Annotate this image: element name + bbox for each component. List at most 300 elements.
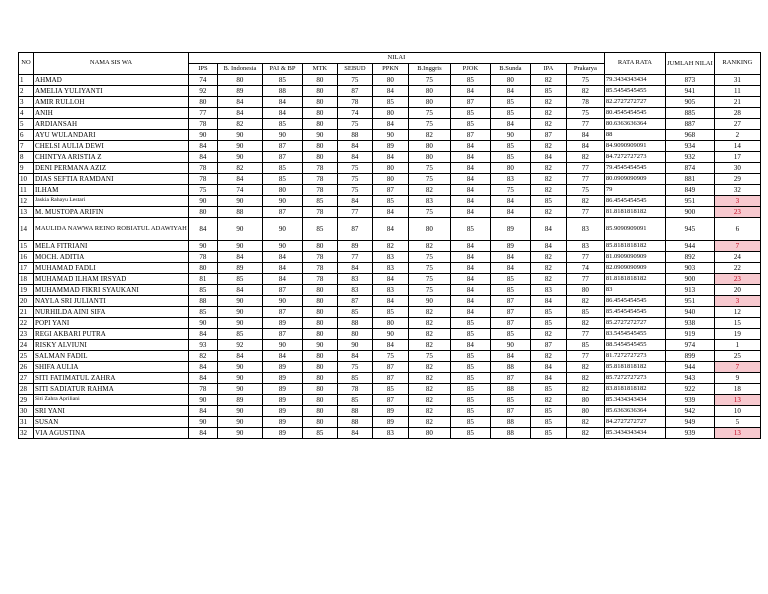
student-name: SITI SADIATUR RAHMA <box>34 384 189 395</box>
score-cell: 90 <box>262 340 302 351</box>
score-cell: 90 <box>217 152 262 163</box>
total-cell: 905 <box>665 97 714 108</box>
student-name: AHMAD <box>34 75 189 86</box>
student-name: Jaskia Rahayu Lestari <box>34 196 189 207</box>
row-number: 17 <box>19 263 34 274</box>
score-cell: 83 <box>372 285 408 296</box>
score-cell: 87 <box>262 207 302 218</box>
score-cell: 85 <box>530 86 566 97</box>
header-subject-b-sunda: B.Sunda <box>490 64 530 75</box>
score-cell: 85 <box>188 285 217 296</box>
score-cell: 84 <box>450 285 490 296</box>
total-cell: 951 <box>665 196 714 207</box>
score-cell: 87 <box>490 307 530 318</box>
header-no: NO <box>19 53 34 75</box>
score-cell: 84 <box>217 252 262 263</box>
score-cell: 90 <box>188 196 217 207</box>
ranking-cell: 22 <box>714 263 760 274</box>
score-cell: 82 <box>530 174 566 185</box>
score-cell: 82 <box>530 108 566 119</box>
score-cell: 90 <box>262 218 302 241</box>
score-cell: 84 <box>490 351 530 362</box>
table-row <box>19 75 761 86</box>
ranking-cell: 23 <box>714 207 760 218</box>
score-cell: 85 <box>372 384 408 395</box>
table-row <box>19 362 761 373</box>
score-cell: 87 <box>372 373 408 384</box>
ranking-cell: 10 <box>714 406 760 417</box>
score-cell: 88 <box>490 428 530 439</box>
average-cell: 80.6363636364 <box>604 119 665 130</box>
score-cell: 84 <box>372 119 408 130</box>
score-cell: 90 <box>302 340 337 351</box>
score-cell: 75 <box>408 285 450 296</box>
score-cell: 85 <box>490 152 530 163</box>
ranking-cell: 7 <box>714 241 760 252</box>
score-cell: 80 <box>302 417 337 428</box>
score-cell: 82 <box>372 241 408 252</box>
score-cell: 85 <box>450 395 490 406</box>
score-cell: 82 <box>408 329 450 340</box>
score-cell: 84 <box>450 274 490 285</box>
average-cell: 81.8181818182 <box>604 274 665 285</box>
score-cell: 84 <box>566 141 604 152</box>
ranking-cell: 23 <box>714 274 760 285</box>
average-cell: 85.6363636364 <box>604 406 665 417</box>
score-cell: 75 <box>408 351 450 362</box>
score-cell: 75 <box>490 185 530 196</box>
score-cell: 80 <box>337 329 372 340</box>
average-cell: 86.4545454545 <box>604 296 665 307</box>
score-cell: 82 <box>217 119 262 130</box>
score-cell: 82 <box>408 241 450 252</box>
row-number: 30 <box>19 406 34 417</box>
ranking-cell: 14 <box>714 141 760 152</box>
score-cell: 78 <box>302 207 337 218</box>
score-cell: 82 <box>566 86 604 97</box>
score-cell: 82 <box>408 318 450 329</box>
score-cell: 80 <box>408 86 450 97</box>
ranking-cell: 1 <box>714 340 760 351</box>
score-cell: 82 <box>408 406 450 417</box>
score-cell: 85 <box>450 384 490 395</box>
average-cell: 85.3434343434 <box>604 395 665 406</box>
row-number: 20 <box>19 296 34 307</box>
score-cell: 75 <box>337 362 372 373</box>
header-nilai: NILAI <box>188 53 604 64</box>
row-number: 24 <box>19 340 34 351</box>
score-cell: 84 <box>450 296 490 307</box>
score-cell: 89 <box>217 86 262 97</box>
score-cell: 90 <box>188 130 217 141</box>
score-cell: 90 <box>217 417 262 428</box>
score-cell: 85 <box>450 417 490 428</box>
score-cell: 84 <box>337 141 372 152</box>
score-cell: 80 <box>372 163 408 174</box>
score-cell: 88 <box>337 406 372 417</box>
score-cell: 85 <box>530 428 566 439</box>
ranking-cell: 13 <box>714 395 760 406</box>
total-cell: 949 <box>665 417 714 428</box>
total-cell: 942 <box>665 406 714 417</box>
score-cell: 82 <box>566 196 604 207</box>
table-header <box>19 53 761 75</box>
average-cell: 81.7272727273 <box>604 351 665 362</box>
total-cell: 944 <box>665 241 714 252</box>
total-cell: 939 <box>665 428 714 439</box>
score-cell: 82 <box>408 373 450 384</box>
total-cell: 913 <box>665 285 714 296</box>
score-cell: 85 <box>337 307 372 318</box>
score-cell: 82 <box>530 141 566 152</box>
score-cell: 84 <box>262 351 302 362</box>
header-subject-ipa: IPA <box>530 64 566 75</box>
score-cell: 89 <box>262 384 302 395</box>
header-subject-sebud: SEBUD <box>337 64 372 75</box>
score-cell: 75 <box>408 163 450 174</box>
score-cell: 75 <box>566 108 604 119</box>
score-cell: 85 <box>302 428 337 439</box>
score-cell: 87 <box>337 218 372 241</box>
score-cell: 85 <box>262 174 302 185</box>
ranking-cell: 25 <box>714 351 760 362</box>
header-subject-ips: IPS <box>188 64 217 75</box>
score-cell: 78 <box>566 97 604 108</box>
header-subject-b-inggris: B.Inggris <box>408 64 450 75</box>
table-row <box>19 395 761 406</box>
score-cell: 80 <box>372 75 408 86</box>
score-cell: 80 <box>302 318 337 329</box>
score-cell: 84 <box>450 152 490 163</box>
score-cell: 88 <box>217 207 262 218</box>
score-cell: 77 <box>337 252 372 263</box>
row-number: 18 <box>19 274 34 285</box>
score-cell: 82 <box>566 296 604 307</box>
average-cell: 86.4545454545 <box>604 196 665 207</box>
score-cell: 80 <box>302 384 337 395</box>
average-cell: 85.9090909091 <box>604 218 665 241</box>
score-cell: 80 <box>302 307 337 318</box>
total-cell: 892 <box>665 252 714 263</box>
table-row <box>19 274 761 285</box>
score-cell: 75 <box>408 274 450 285</box>
score-cell: 89 <box>262 362 302 373</box>
score-cell: 75 <box>372 351 408 362</box>
average-cell: 82.2727272727 <box>604 97 665 108</box>
score-cell: 85 <box>450 119 490 130</box>
score-cell: 90 <box>188 417 217 428</box>
score-cell: 78 <box>188 119 217 130</box>
table-row <box>19 296 761 307</box>
score-cell: 80 <box>372 318 408 329</box>
score-cell: 83 <box>337 285 372 296</box>
score-cell: 84 <box>337 196 372 207</box>
student-name: SITI FATIMATUL ZAHRA <box>34 373 189 384</box>
score-cell: 89 <box>337 241 372 252</box>
header-subject-ppkn: PPKN <box>372 64 408 75</box>
score-cell: 84 <box>188 362 217 373</box>
score-cell: 75 <box>337 174 372 185</box>
score-cell: 82 <box>408 417 450 428</box>
score-cell: 85 <box>490 97 530 108</box>
score-cell: 82 <box>530 329 566 340</box>
table-row <box>19 141 761 152</box>
total-cell: 932 <box>665 152 714 163</box>
score-cell: 80 <box>372 108 408 119</box>
table-row <box>19 196 761 207</box>
score-cell: 85 <box>450 75 490 86</box>
score-cell: 84 <box>262 263 302 274</box>
score-cell: 84 <box>217 285 262 296</box>
score-cell: 84 <box>490 263 530 274</box>
score-cell: 85 <box>302 218 337 241</box>
row-number: 6 <box>19 130 34 141</box>
score-cell: 85 <box>490 395 530 406</box>
score-cell: 80 <box>302 241 337 252</box>
score-cell: 84 <box>530 362 566 373</box>
score-cell: 75 <box>566 75 604 86</box>
score-cell: 89 <box>262 406 302 417</box>
score-cell: 87 <box>262 307 302 318</box>
student-name: MUHAMMAD FIKRI SYAUKANI <box>34 285 189 296</box>
student-name: AMELIA YULIYANTI <box>34 86 189 97</box>
average-cell: 85.8181818182 <box>604 241 665 252</box>
score-cell: 84 <box>262 274 302 285</box>
score-cell: 88 <box>188 296 217 307</box>
score-cell: 89 <box>262 428 302 439</box>
score-cell: 77 <box>566 351 604 362</box>
score-cell: 85 <box>188 307 217 318</box>
table-row <box>19 152 761 163</box>
score-cell: 84 <box>188 152 217 163</box>
table-row <box>19 351 761 362</box>
score-cell: 90 <box>188 395 217 406</box>
score-cell: 88 <box>337 130 372 141</box>
score-cell: 84 <box>530 296 566 307</box>
score-cell: 87 <box>337 296 372 307</box>
student-name: ANIH <box>34 108 189 119</box>
average-cell: 82.0909090909 <box>604 263 665 274</box>
score-cell: 85 <box>262 75 302 86</box>
student-name: NAYLA SRI JULIANTI <box>34 296 189 307</box>
score-cell: 82 <box>530 263 566 274</box>
score-cell: 87 <box>262 329 302 340</box>
score-cell: 82 <box>566 152 604 163</box>
average-cell: 83.5454545455 <box>604 329 665 340</box>
average-cell: 81.8181818182 <box>604 207 665 218</box>
ranking-cell: 12 <box>714 307 760 318</box>
score-cell: 82 <box>188 351 217 362</box>
row-number: 8 <box>19 152 34 163</box>
score-cell: 85 <box>372 307 408 318</box>
score-cell: 80 <box>188 97 217 108</box>
total-cell: 945 <box>665 218 714 241</box>
score-cell: 84 <box>372 274 408 285</box>
row-number: 22 <box>19 318 34 329</box>
score-cell: 82 <box>217 163 262 174</box>
score-cell: 80 <box>408 218 450 241</box>
ranking-cell: 20 <box>714 285 760 296</box>
student-name: DENI PERMANA AZIZ <box>34 163 189 174</box>
table-row <box>19 252 761 263</box>
score-cell: 87 <box>372 395 408 406</box>
score-cell: 80 <box>408 428 450 439</box>
student-name: MELA FITRIANI <box>34 241 189 252</box>
score-cell: 74 <box>188 75 217 86</box>
score-cell: 90 <box>408 296 450 307</box>
score-cell: 78 <box>337 384 372 395</box>
ranking-cell: 6 <box>714 218 760 241</box>
student-name: SALMAN FADIL <box>34 351 189 362</box>
score-cell: 84 <box>490 252 530 263</box>
row-number: 7 <box>19 141 34 152</box>
score-cell: 84 <box>450 307 490 318</box>
average-cell: 84.9090909091 <box>604 141 665 152</box>
score-cell: 82 <box>566 362 604 373</box>
score-cell: 84 <box>337 152 372 163</box>
total-cell: 940 <box>665 307 714 318</box>
total-cell: 873 <box>665 75 714 86</box>
score-cell: 90 <box>217 296 262 307</box>
table-row <box>19 373 761 384</box>
score-cell: 90 <box>262 196 302 207</box>
header-subject-prakarya: Prakarya <box>566 64 604 75</box>
score-cell: 84 <box>337 428 372 439</box>
score-cell: 85 <box>490 141 530 152</box>
score-cell: 87 <box>490 406 530 417</box>
score-cell: 84 <box>217 351 262 362</box>
score-cell: 80 <box>262 185 302 196</box>
score-cell: 82 <box>530 97 566 108</box>
score-cell: 80 <box>302 362 337 373</box>
score-cell: 84 <box>530 373 566 384</box>
table-row <box>19 207 761 218</box>
row-number: 32 <box>19 428 34 439</box>
score-cell: 92 <box>217 340 262 351</box>
score-cell: 85 <box>530 318 566 329</box>
score-cell: 90 <box>337 340 372 351</box>
score-cell: 90 <box>490 340 530 351</box>
table-row <box>19 218 761 241</box>
score-cell: 88 <box>337 417 372 428</box>
score-cell: 82 <box>408 362 450 373</box>
table-row <box>19 384 761 395</box>
score-cell: 77 <box>566 119 604 130</box>
average-cell: 85.4545454545 <box>604 307 665 318</box>
row-number: 26 <box>19 362 34 373</box>
row-number: 16 <box>19 252 34 263</box>
total-cell: 968 <box>665 130 714 141</box>
score-cell: 84 <box>188 218 217 241</box>
score-cell: 90 <box>217 218 262 241</box>
average-cell: 85.7272727273 <box>604 373 665 384</box>
score-cell: 90 <box>217 428 262 439</box>
score-cell: 85 <box>337 395 372 406</box>
total-cell: 849 <box>665 185 714 196</box>
score-cell: 85 <box>450 373 490 384</box>
score-cell: 85 <box>490 274 530 285</box>
row-number: 31 <box>19 417 34 428</box>
ranking-cell: 19 <box>714 329 760 340</box>
score-cell: 75 <box>337 163 372 174</box>
student-name: MOCH. ADITIA <box>34 252 189 263</box>
student-name: SRI YANI <box>34 406 189 417</box>
average-cell: 81.0909090909 <box>604 252 665 263</box>
score-cell: 84 <box>450 207 490 218</box>
average-cell: 85.5454545455 <box>604 86 665 97</box>
score-cell: 87 <box>262 141 302 152</box>
student-name: ARDIANSAH <box>34 119 189 130</box>
score-cell: 80 <box>566 285 604 296</box>
total-cell: 874 <box>665 163 714 174</box>
score-cell: 83 <box>372 263 408 274</box>
score-cell: 89 <box>372 141 408 152</box>
score-cell: 84 <box>188 329 217 340</box>
score-cell: 78 <box>302 274 337 285</box>
total-cell: 885 <box>665 108 714 119</box>
score-cell: 93 <box>188 340 217 351</box>
score-cell: 84 <box>337 351 372 362</box>
student-name: VIA AGUSTINA <box>34 428 189 439</box>
score-cell: 84 <box>490 207 530 218</box>
table-row <box>19 86 761 97</box>
score-cell: 80 <box>490 75 530 86</box>
table-body <box>19 75 761 439</box>
score-cell: 80 <box>302 296 337 307</box>
grade-table <box>18 52 761 439</box>
ranking-cell: 28 <box>714 108 760 119</box>
score-cell: 80 <box>408 97 450 108</box>
score-cell: 77 <box>566 207 604 218</box>
score-cell: 78 <box>302 252 337 263</box>
table-row <box>19 241 761 252</box>
score-cell: 74 <box>566 263 604 274</box>
ranking-cell: 5 <box>714 417 760 428</box>
score-cell: 85 <box>217 274 262 285</box>
student-name: MAULIDA NAWWA REINO ROBIATUL ADAWIYAH <box>34 218 189 241</box>
score-cell: 82 <box>566 373 604 384</box>
score-cell: 75 <box>408 252 450 263</box>
score-cell: 85 <box>490 285 530 296</box>
total-cell: 944 <box>665 362 714 373</box>
average-cell: 85.3434343434 <box>604 428 665 439</box>
score-cell: 80 <box>302 373 337 384</box>
score-cell: 84 <box>262 108 302 119</box>
score-cell: 80 <box>188 263 217 274</box>
score-cell: 84 <box>530 152 566 163</box>
row-number: 29 <box>19 395 34 406</box>
score-cell: 84 <box>450 252 490 263</box>
table-row <box>19 263 761 274</box>
score-cell: 85 <box>450 329 490 340</box>
score-cell: 89 <box>490 241 530 252</box>
score-cell: 82 <box>530 395 566 406</box>
average-cell: 88.5454545455 <box>604 340 665 351</box>
ranking-cell: 24 <box>714 252 760 263</box>
score-cell: 87 <box>337 86 372 97</box>
score-cell: 75 <box>408 263 450 274</box>
score-cell: 84 <box>372 207 408 218</box>
score-cell: 78 <box>302 174 337 185</box>
score-cell: 89 <box>262 395 302 406</box>
ranking-cell: 18 <box>714 384 760 395</box>
score-cell: 75 <box>408 207 450 218</box>
score-cell: 85 <box>490 108 530 119</box>
total-cell: 899 <box>665 351 714 362</box>
score-cell: 74 <box>217 185 262 196</box>
ranking-cell: 30 <box>714 163 760 174</box>
score-cell: 85 <box>530 406 566 417</box>
